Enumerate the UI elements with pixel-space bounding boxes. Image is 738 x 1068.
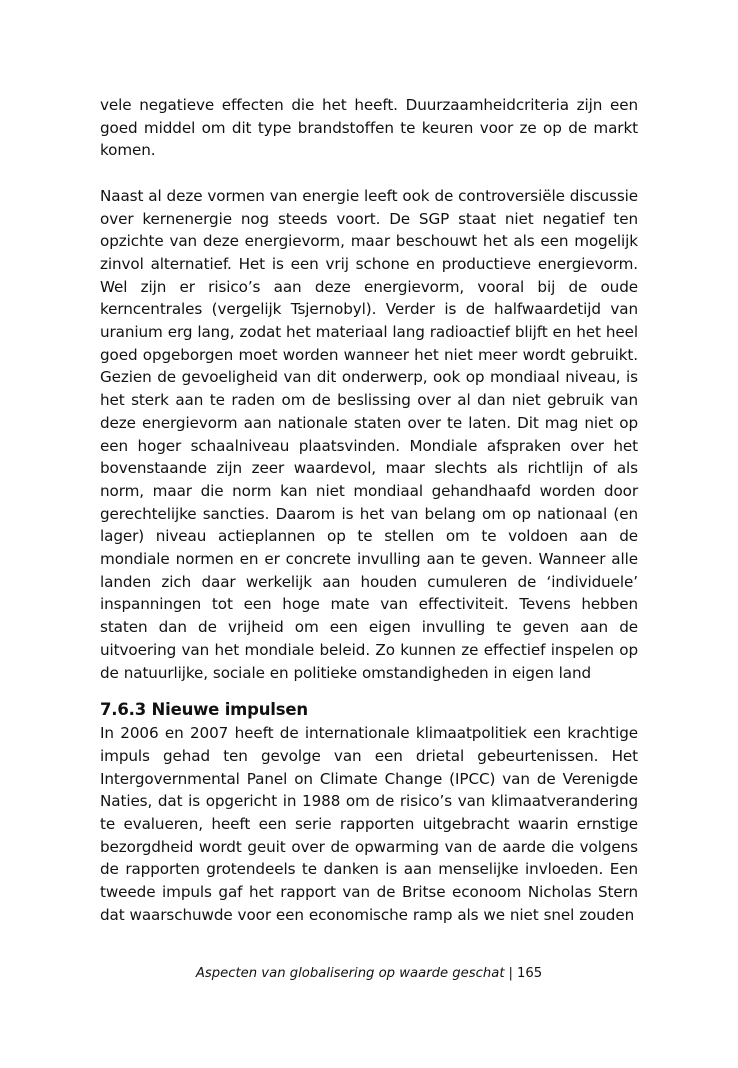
footer-separator: |: [508, 966, 513, 981]
section-heading: 7.6.3 Nieuwe impulsen: [100, 700, 308, 720]
footer-book-title: Aspecten van globalisering op waarde geschat: [195, 966, 505, 981]
paragraph-nuclear-energy: Naast al deze vormen van energie leeft ook de controversiële discussie over kernenergie nog steeds voort. De SGP staat niet negatief ten opzichte van deze energievorm, maar beschouwt het als een mogelijk zinvol alternatief. Het is een vrij schone en productieve energievorm. Wel zijn er risico’s aan deze energievorm, vooral bij de oude kerncentrales (vergelijk Tsjernobyl). Verder is de halfwaardetijd van uranium erg lang, zodat het materiaal lang radioactief blijft en het heel goed opgeborgen moet worden wanneer het niet meer wordt gebruikt. Gezien de gevoeligheid van dit onderwerp, ook op mondiaal niveau, is het sterk aan te raden om de beslissing over al dan niet gebruik van deze energievorm aan nationale staten over te laten. Dit mag niet op een hoger schaalniveau plaatsvinden. Mondiale afspraken over het bovenstaande zijn zeer waardevol, maar slechts als richtlijn of als norm, maar die norm kan niet mondiaal gehandhaafd worden door gerechtelijke sancties. Daarom is het van belang om op nationaal (en lager) niveau actieplannen op te stellen om te voldoen aan de mondiale normen en er concrete invulling aan te geven. Wanneer alle landen zich daar werkelijk aan houden cumuleren de ‘individuele’ inspanningen tot een hoge mate van effectiviteit. Tevens hebben staten dan de vrijheid om een eigen invulling te geven aan de uitvoering van het mondiale beleid. Zo kunnen ze effectief inspelen op de natuurlijke, sociale en politieke omstandigheden in eigen land: [100, 186, 638, 682]
paragraph-new-impulses: In 2006 en 2007 heeft de internationale klimaatpolitiek een krachtige impuls gehad ten gevolge van een drietal gebeurtenissen. Het Intergovernmental Panel on Climate Change (IPCC) van de Verenigde Naties, dat is opgericht in 1988 om de risico’s van klimaatverandering te evalueren, heeft een serie rapporten uitgebracht waarin ernstige bezorgdheid wordt geuit over de opwarming van de aarde die volgens de rapporten grotendeels te danken is aan menselijke invloeden. Een tweede impuls gaf het rapport van de Britse econoom Nicholas Stern dat waarschuwde voor een economische ramp als we niet snel zouden: [100, 724, 638, 924]
paragraph-biofuels-ending: vele negatieve effecten die het heeft. Duurzaamheidcriteria zijn een goed middel om dit type brandstoffen te keuren voor ze op de markt komen.: [100, 96, 638, 160]
page-number: 165: [516, 966, 543, 981]
page-footer: [0, 964, 738, 984]
page-body: [100, 94, 638, 927]
